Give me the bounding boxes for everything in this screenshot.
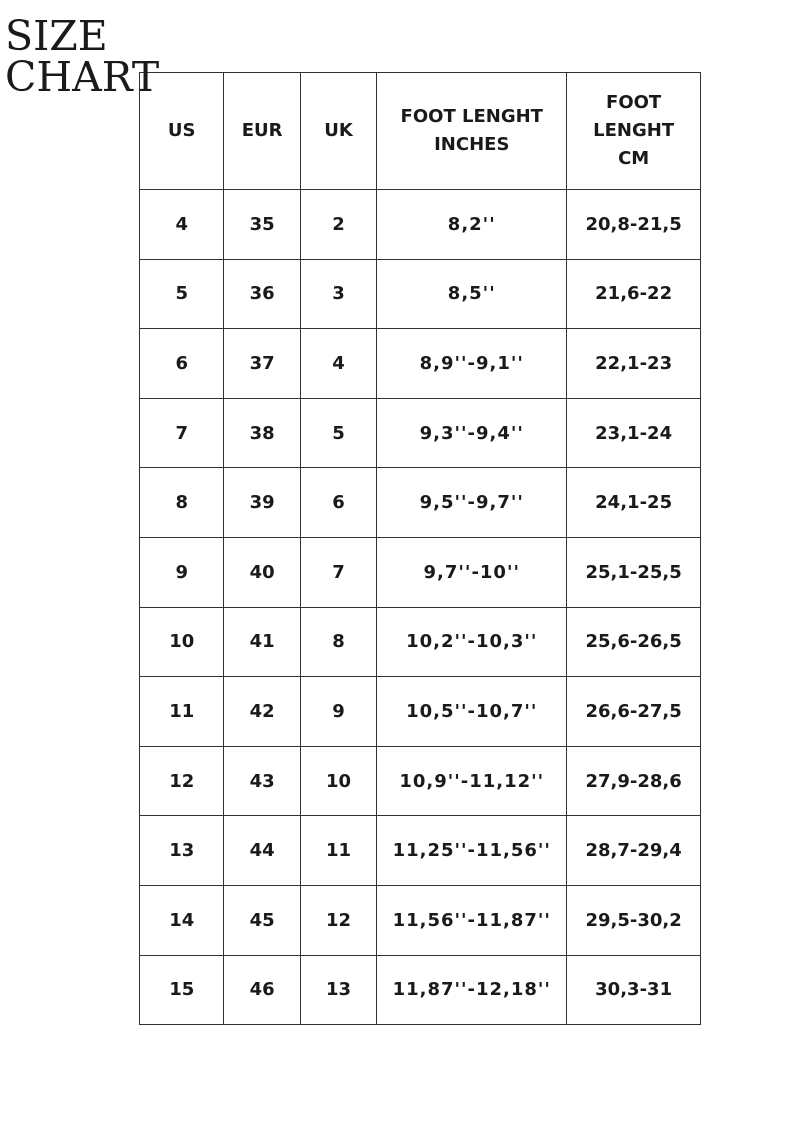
cell-us: 14 [140, 885, 224, 955]
cell-us: 15 [140, 955, 224, 1025]
cell-uk: 9 [300, 677, 376, 747]
header-cm-line1: FOOT [606, 92, 662, 113]
cell-us: 13 [140, 816, 224, 886]
cell-eur: 41 [224, 607, 300, 677]
cell-us: 10 [140, 607, 224, 677]
cell-us: 12 [140, 746, 224, 816]
cell-uk: 7 [300, 537, 376, 607]
table-row [140, 259, 701, 329]
cell-cm: 28,7-29,4 [567, 816, 701, 886]
cell-cm: 30,3-31 [567, 955, 701, 1025]
cell-inches: 11,56''-11,87'' [377, 885, 567, 955]
header-foot-length-inches [377, 73, 567, 190]
header-cm-line2: LENGHT [593, 120, 675, 141]
cell-inches: 10,2''-10,3'' [377, 607, 567, 677]
header-us: US [140, 73, 224, 190]
table-body [140, 190, 701, 1025]
cell-uk: 3 [300, 259, 376, 329]
cell-cm: 29,5-30,2 [567, 885, 701, 955]
cell-eur: 45 [224, 885, 300, 955]
cell-inches: 8,5'' [377, 259, 567, 329]
title-line-size: SIZE [5, 12, 108, 60]
table-row [140, 607, 701, 677]
header-row [140, 73, 701, 190]
cell-inches: 8,2'' [377, 190, 567, 260]
cell-cm: 22,1-23 [567, 329, 701, 399]
cell-inches: 9,5''-9,7'' [377, 468, 567, 538]
cell-uk: 6 [300, 468, 376, 538]
cell-eur: 35 [224, 190, 300, 260]
cell-uk: 5 [300, 398, 376, 468]
cell-eur: 39 [224, 468, 300, 538]
table-row [140, 537, 701, 607]
cell-us: 8 [140, 468, 224, 538]
cell-inches: 10,5''-10,7'' [377, 677, 567, 747]
cell-eur: 40 [224, 537, 300, 607]
cell-uk: 4 [300, 329, 376, 399]
cell-inches: 8,9''-9,1'' [377, 329, 567, 399]
cell-eur: 36 [224, 259, 300, 329]
table-row [140, 190, 701, 260]
cell-uk: 8 [300, 607, 376, 677]
table-row [140, 885, 701, 955]
header-inches-line2: INCHES [434, 134, 510, 155]
table-row [140, 955, 701, 1025]
cell-inches: 9,3''-9,4'' [377, 398, 567, 468]
cell-us: 5 [140, 259, 224, 329]
cell-cm: 27,9-28,6 [567, 746, 701, 816]
table-row [140, 398, 701, 468]
header-foot-length-cm [567, 73, 701, 190]
cell-eur: 37 [224, 329, 300, 399]
cell-eur: 44 [224, 816, 300, 886]
cell-eur: 46 [224, 955, 300, 1025]
cell-eur: 43 [224, 746, 300, 816]
cell-cm: 26,6-27,5 [567, 677, 701, 747]
page-title [5, 12, 160, 101]
cell-cm: 24,1-25 [567, 468, 701, 538]
cell-eur: 42 [224, 677, 300, 747]
cell-inches: 11,25''-11,56'' [377, 816, 567, 886]
cell-inches: 10,9''-11,12'' [377, 746, 567, 816]
table-row [140, 468, 701, 538]
title-line-chart: CHART [5, 53, 160, 101]
header-inches-line1: FOOT LENGHT [400, 106, 543, 127]
header-uk: UK [300, 73, 376, 190]
table-header [140, 73, 701, 190]
cell-eur: 38 [224, 398, 300, 468]
cell-cm: 21,6-22 [567, 259, 701, 329]
cell-us: 4 [140, 190, 224, 260]
size-chart-table [139, 72, 701, 1025]
cell-cm: 20,8-21,5 [567, 190, 701, 260]
cell-cm: 25,6-26,5 [567, 607, 701, 677]
cell-us: 9 [140, 537, 224, 607]
cell-inches: 11,87''-12,18'' [377, 955, 567, 1025]
cell-inches: 9,7''-10'' [377, 537, 567, 607]
header-cm-line3: CM [618, 148, 650, 169]
header-eur: EUR [224, 73, 300, 190]
cell-us: 11 [140, 677, 224, 747]
cell-cm: 23,1-24 [567, 398, 701, 468]
cell-cm: 25,1-25,5 [567, 537, 701, 607]
table-row [140, 677, 701, 747]
cell-us: 6 [140, 329, 224, 399]
cell-uk: 13 [300, 955, 376, 1025]
cell-uk: 11 [300, 816, 376, 886]
table-row [140, 329, 701, 399]
table-row [140, 746, 701, 816]
cell-uk: 12 [300, 885, 376, 955]
table-row [140, 816, 701, 886]
cell-uk: 10 [300, 746, 376, 816]
cell-us: 7 [140, 398, 224, 468]
cell-uk: 2 [300, 190, 376, 260]
